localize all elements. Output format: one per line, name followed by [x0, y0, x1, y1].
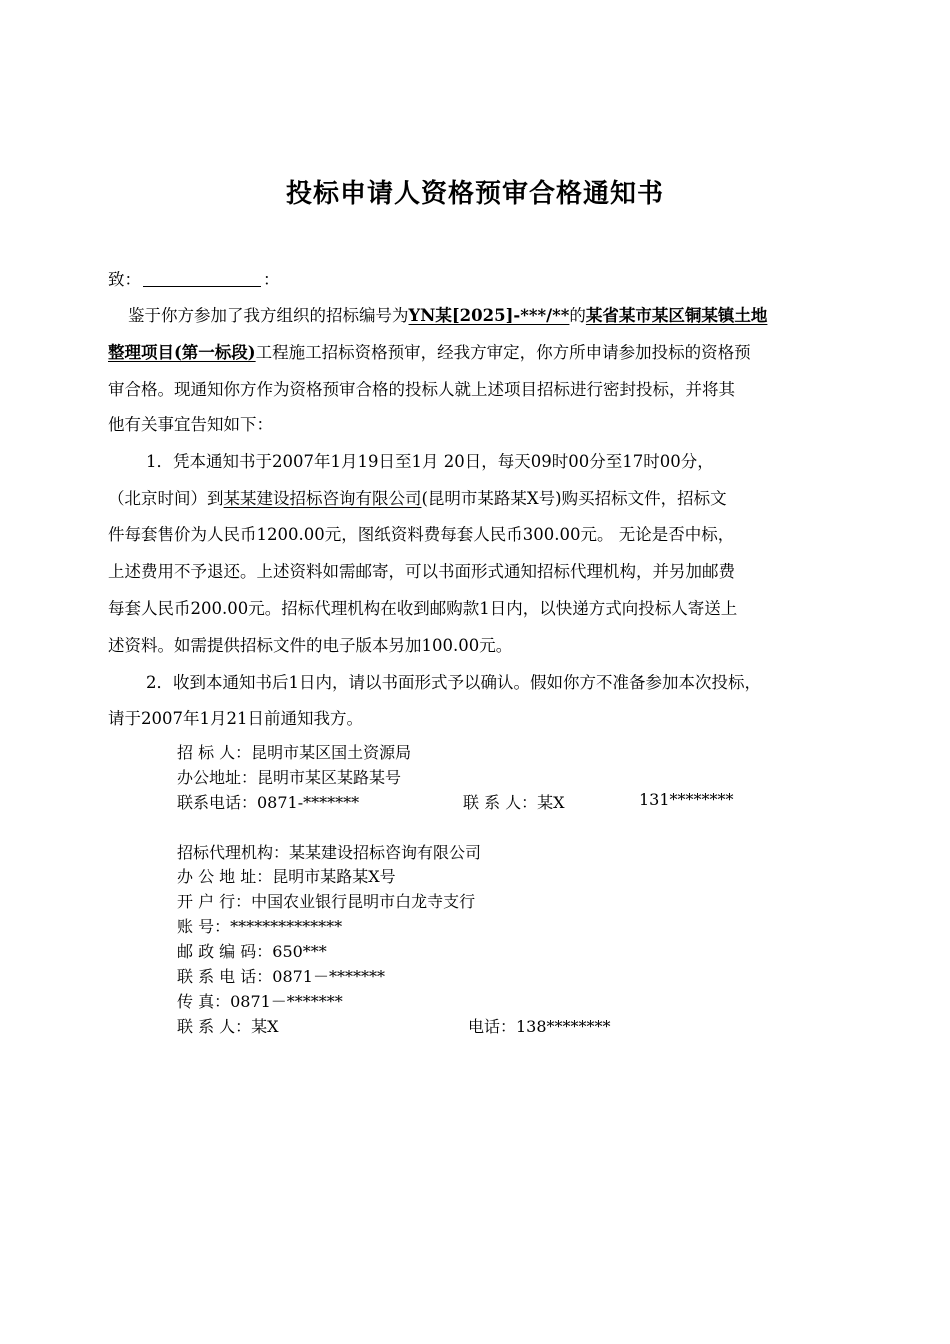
p2-text-b2: (昆明市某路某X号)购买招标文件，招标文: [421, 489, 727, 508]
project-name-part1: 某省某市某区铜某镇土地: [585, 306, 768, 325]
p3-line-1: 2．收到本通知书后1日内，请以书面形式予以确认。假如你方不准备参加本次投标，: [146, 673, 761, 692]
agent-phone: 联 系 电 话：0871－*******: [177, 967, 385, 986]
p2-line-5: 每套人民币200.00元。招标代理机构在收到邮购款1日内，以快递方式向投标人寄送上: [108, 599, 738, 618]
p3-line-2: 请于2007年1月21日前通知我方。: [108, 709, 363, 728]
agent-contact-line: [177, 1014, 777, 1037]
agent-account: 账 号：**************: [177, 917, 343, 936]
p1-line-1: [128, 302, 767, 326]
p1-text-c: 工程施工招标资格预审，经我方审定，你方所申请参加投标的资格预: [255, 343, 751, 362]
agent-bank: 开 户 行：中国农业银行昆明市白龙寺支行: [177, 892, 476, 911]
tender-code: YN某[2025]-***/**: [408, 306, 570, 325]
tenderer-phone: 联系电话：0871-*******: [177, 793, 360, 812]
tenderer-mobile: 131********: [639, 790, 734, 809]
agent-fax: 传 真：0871－*******: [177, 992, 343, 1011]
p1-line-4: 他有关事宜告知如下：: [108, 415, 273, 434]
p1-line-2: [108, 339, 751, 363]
agency-name: 某某建设招标咨询有限公司: [223, 489, 422, 508]
p2-line-3: 件每套售价为人民币1200.00元，图纸资料费每套人民币300.00元。 无论是否中标，: [108, 525, 735, 544]
tenderer-name: 招 标 人：昆明市某区国土资源局: [177, 743, 412, 762]
p2-line-4: 上述费用不予退还。上述资料如需邮寄，可以书面形式通知招标代理机构，并另加邮费: [108, 562, 735, 581]
tenderer-contact: 联 系 人：某X: [463, 793, 565, 812]
p2-line-6: 述资料。如需提供招标文件的电子版本另加100.00元。: [108, 636, 513, 655]
tenderer-address: 办公地址：昆明市某区某路某号: [177, 768, 402, 787]
recipient-blank: [143, 269, 261, 287]
p1-text-a: 鉴于你方参加了我方组织的招标编号为: [128, 306, 409, 325]
p2-line-2: [108, 485, 727, 509]
p2-line-1: 1．凭本通知书于2007年1月19日至1月 20日，每天09时00分至17时00分，: [146, 452, 714, 471]
p2-text-b1: （北京时间）到: [108, 489, 224, 508]
document-title: 投标申请人资格预审合格通知书: [285, 179, 664, 209]
recipient-prefix: 致：: [108, 270, 141, 289]
agent-contact-phone: 电话：138********: [468, 1017, 611, 1036]
tenderer-contact-line: [177, 790, 777, 813]
p1-line-3: 审合格。现通知你方作为资格预审合格的投标人就上述项目招标进行密封投标，并将其: [108, 380, 735, 399]
agent-address: 办 公 地 址：昆明市某路某X号: [177, 867, 396, 886]
agent-postcode: 邮 政 编 码：650***: [177, 942, 327, 961]
project-name-part2: 整理项目(第一标段): [108, 343, 256, 362]
recipient-suffix: ：: [263, 270, 280, 289]
agent-contact: 联 系 人：某X: [177, 1017, 279, 1036]
p1-text-b: 的: [569, 306, 586, 325]
recipient-line: [108, 266, 280, 290]
agent-name: 招标代理机构：某某建设招标咨询有限公司: [177, 843, 482, 862]
